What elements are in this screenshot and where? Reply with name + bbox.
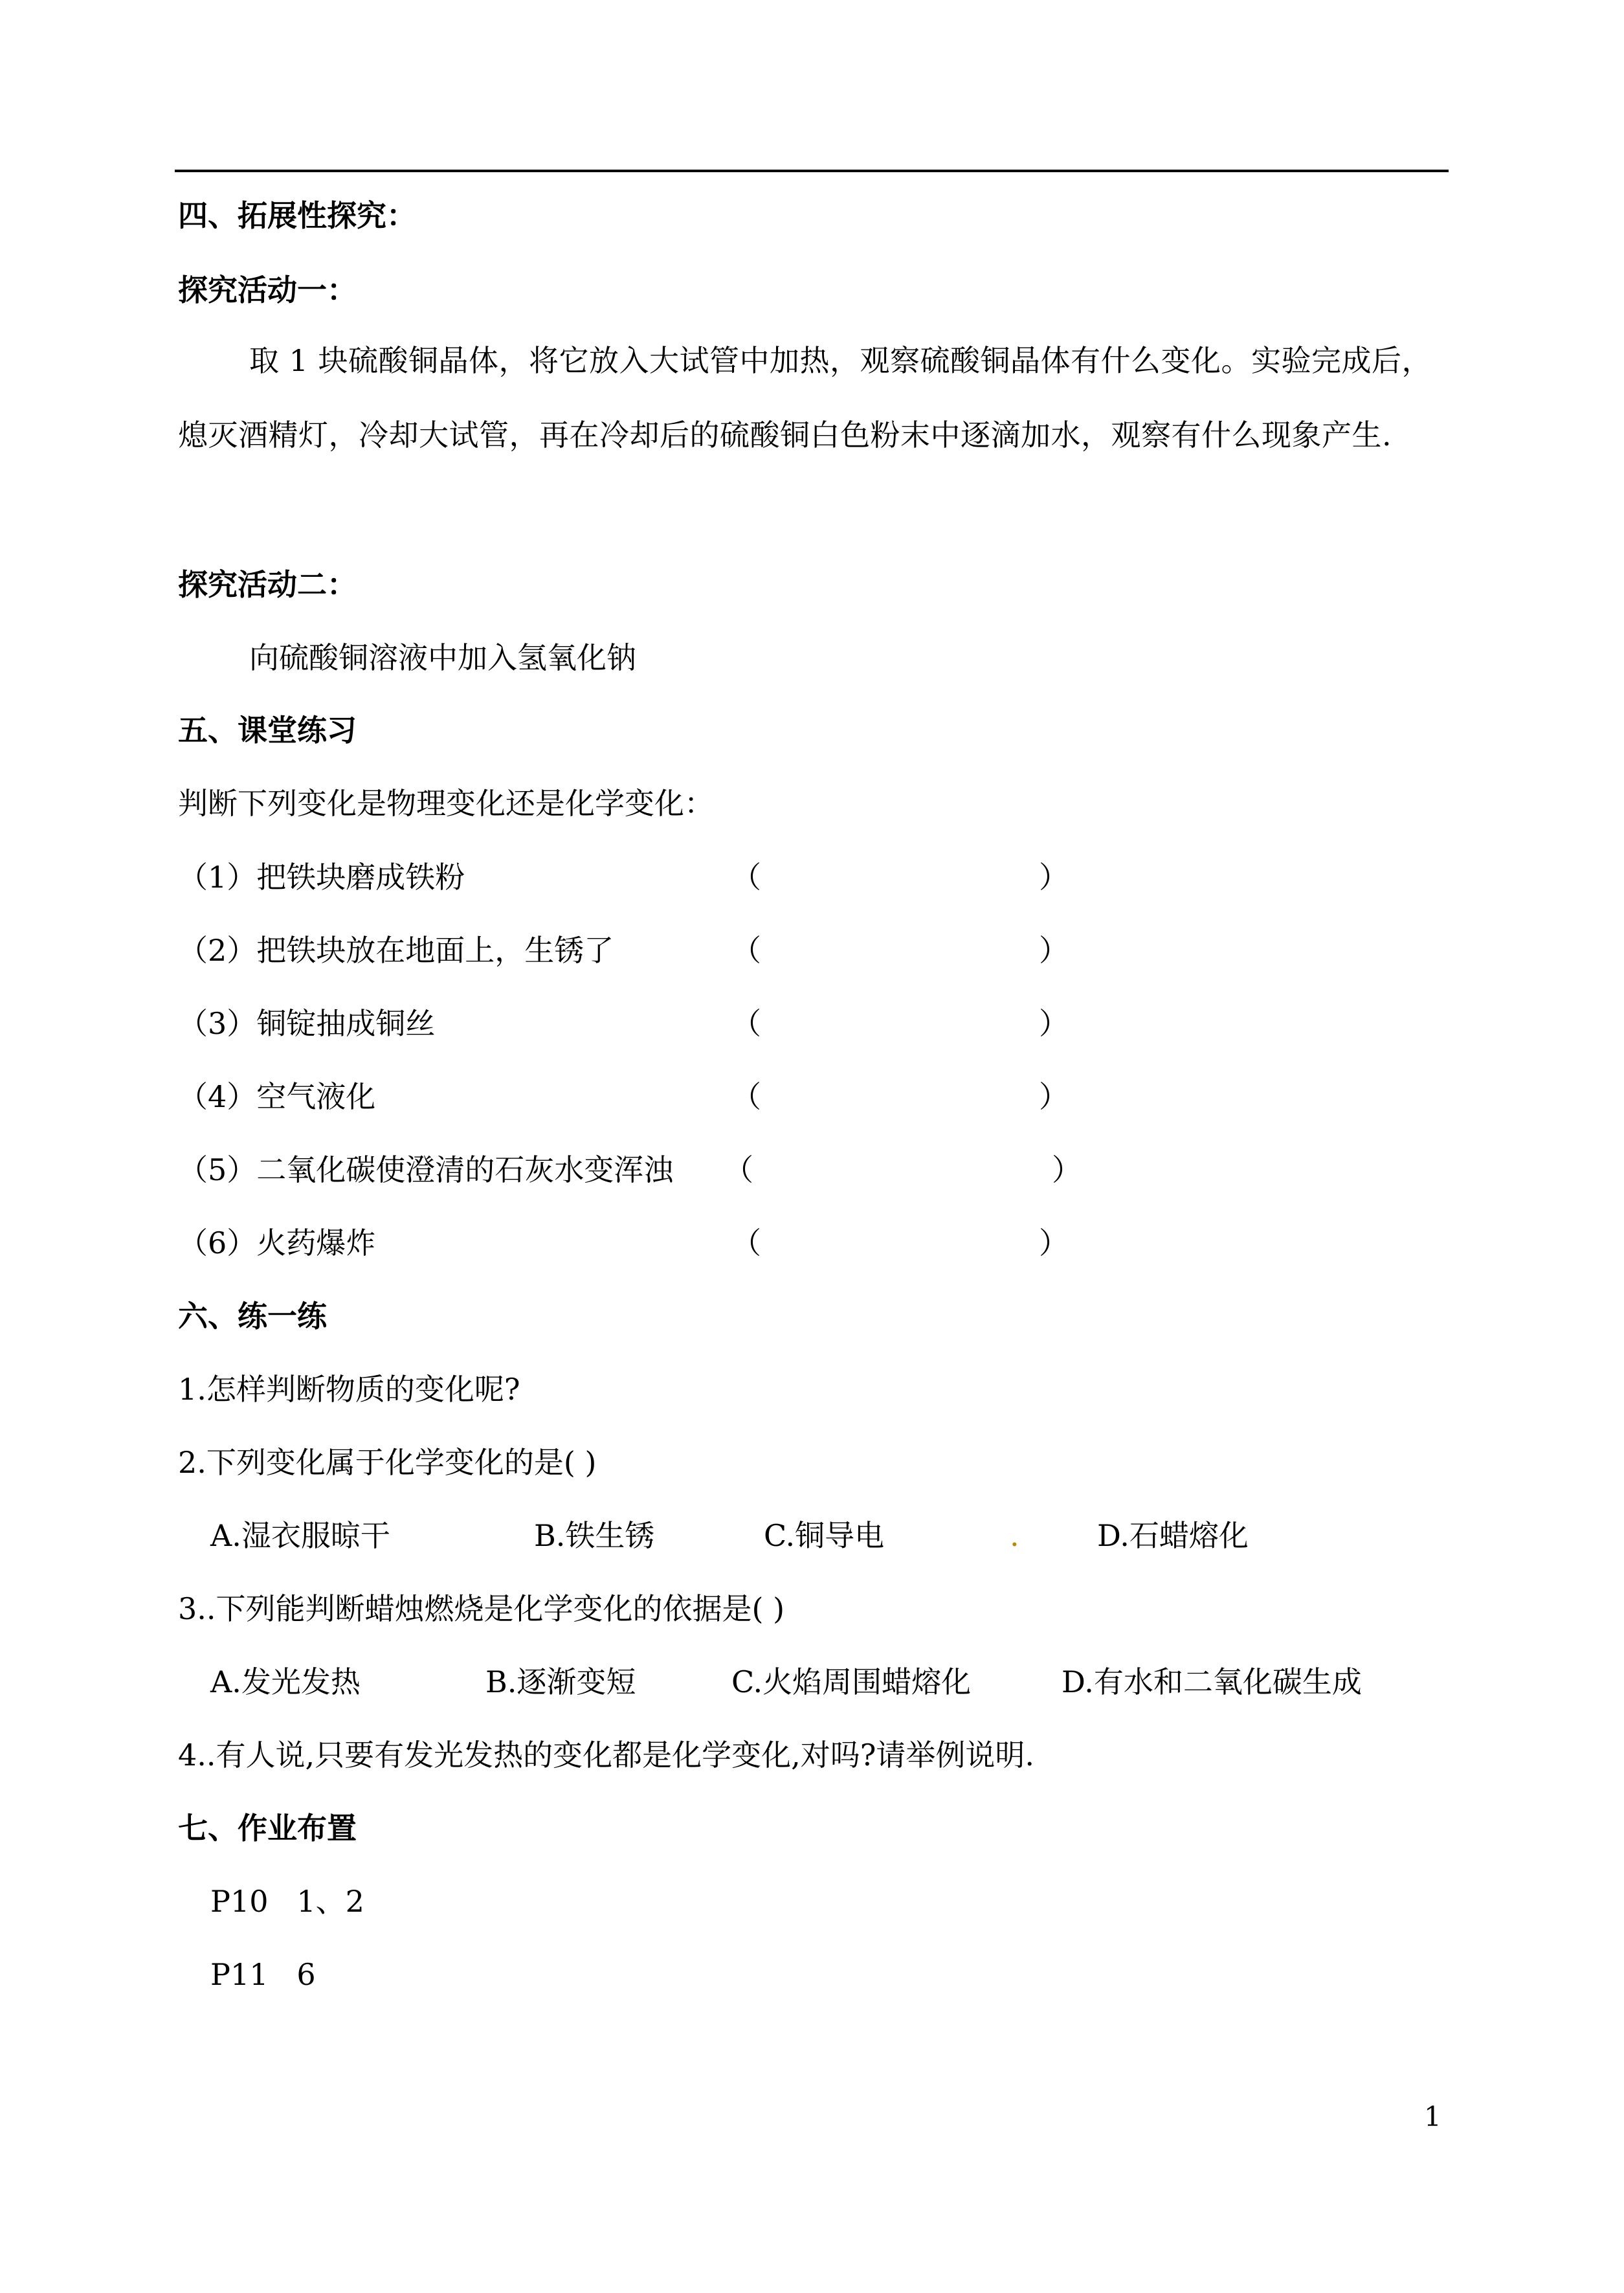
section-7-title: 七、作业布置 xyxy=(178,1811,357,1846)
activity-2-text: 向硫酸铜溶液中加入氢氧化钠 xyxy=(249,640,636,675)
q3-option-c: C.火焰周围蜡熔化 xyxy=(731,1664,972,1699)
q2-option-a: A.湿衣服晾干 xyxy=(210,1518,390,1553)
q3-option-a: A.发光发热 xyxy=(210,1664,361,1699)
homework-item: P11 6 xyxy=(210,1957,316,1992)
question-1: 1.怎样判断物质的变化呢? xyxy=(178,1372,520,1407)
q2-option-d: D.石蜡熔化 xyxy=(1097,1518,1249,1553)
section-5-title: 五、课堂练习 xyxy=(178,713,357,748)
exercise-item: （3）铜锭抽成铜丝 xyxy=(178,1006,436,1041)
page-number: 1 xyxy=(1424,2101,1441,2132)
section-4-title: 四、拓展性探究： xyxy=(178,198,416,233)
answer-close-paren: ） xyxy=(1039,860,1069,895)
homework-item: P10 1、2 xyxy=(210,1884,364,1919)
exercise-item: （4）空气液化 xyxy=(178,1079,376,1114)
stray-dot: . xyxy=(1010,1518,1019,1553)
question-2: 2.下列变化属于化学变化的是( ) xyxy=(178,1445,597,1480)
header-rule xyxy=(175,170,1449,172)
exercise-item: （6）火药爆炸 xyxy=(178,1225,376,1260)
section-6-title: 六、练一练 xyxy=(178,1299,327,1334)
exercise-item: （1）把铁块磨成铁粉 xyxy=(178,860,465,895)
answer-open-paren: （ xyxy=(731,860,761,895)
q2-option-c: C.铜导电 xyxy=(764,1518,885,1553)
section-5-intro: 判断下列变化是物理变化还是化学变化： xyxy=(178,786,714,821)
question-4: 4..有人说,只要有发光发热的变化都是化学变化,对吗?请举例说明. xyxy=(178,1738,1035,1773)
answer-close-paren: ） xyxy=(1039,1225,1069,1260)
question-3: 3..下列能判断蜡烛燃烧是化学变化的依据是( ) xyxy=(178,1591,785,1626)
answer-open-paren: （ xyxy=(731,1079,761,1114)
answer-open-paren: （ xyxy=(731,1006,761,1041)
activity-1-text: 取 1 块硫酸铜晶体，将它放入大试管中加热，观察硫酸铜晶体有什么变化。实验完成后，熄灭酒精灯，冷却大试管，再在冷却后的硫酸铜白色粉末中逐滴加水，观察有什么现象产生. xyxy=(178,343,1432,453)
exercise-item: （2）把铁块放在地面上，生锈了 xyxy=(178,933,614,968)
answer-close-paren: ） xyxy=(1039,1079,1069,1114)
q2-option-b: B.铁生锈 xyxy=(534,1518,655,1553)
activity-1-title: 探究活动一： xyxy=(178,273,357,308)
answer-open-paren: （ xyxy=(724,1152,753,1187)
answer-close-paren: ） xyxy=(1039,933,1069,968)
answer-close-paren: ） xyxy=(1039,1006,1069,1041)
exercise-item: （5）二氧化碳使澄清的石灰水变浑浊 xyxy=(178,1152,674,1187)
q3-option-b: B.逐渐变短 xyxy=(485,1664,636,1699)
answer-close-paren: ） xyxy=(1052,1152,1082,1187)
answer-open-paren: （ xyxy=(731,1225,761,1260)
activity-2-title: 探究活动二： xyxy=(178,567,357,602)
answer-open-paren: （ xyxy=(731,933,761,968)
q3-option-d: D.有水和二氧化碳生成 xyxy=(1062,1664,1362,1699)
